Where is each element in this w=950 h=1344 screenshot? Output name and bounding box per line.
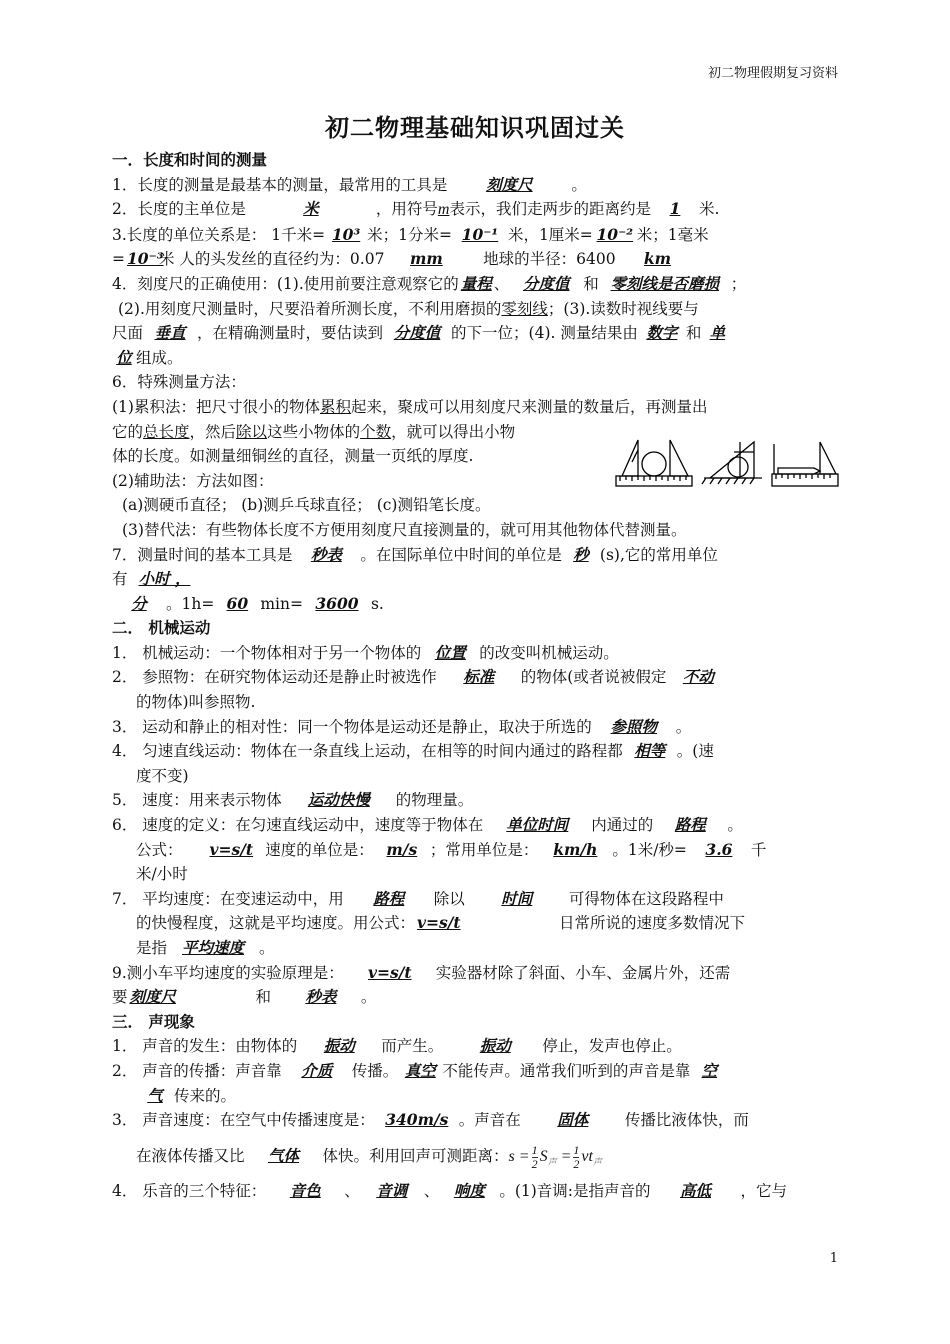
answer-blank: v=s/t	[209, 839, 254, 859]
paragraph: 1． 机械运动：一个物体相对于另一个物体的 位置 的改变叫机械运动。	[112, 641, 840, 666]
answer-blank: 气体	[268, 1145, 300, 1165]
answer-blank: 振动	[479, 1036, 511, 1056]
paragraph: 在液体传播又比 气体 体快。利用回声可测距离：s = $\frac{1}{2}$ $S_声$ = $\frac{1}{2}$ $vt_声$	[112, 1139, 840, 1173]
pencil-measurement-figure	[772, 442, 838, 486]
paragraph: 尺面 垂直 ，在精确测量时，要估读到 分度值 的下一位；(4). 测量结果由 数字 和 单	[112, 321, 840, 346]
answer-blank: v=s/t	[368, 962, 412, 982]
answer-blank: 340m/s	[385, 1110, 449, 1130]
paragraph: (a)测硬币直径； (b)测乒乓球直径； (c)测铅笔长度。	[122, 496, 491, 515]
paragraph: (3)替代法：有些物体长度不方便用刻度尺直接测量的，就可用其他物体代替测量。	[122, 520, 687, 539]
underlined-term: 累积	[319, 397, 351, 416]
answer-blank: 米	[303, 199, 319, 219]
paragraph: 位 组成。	[112, 346, 840, 371]
paragraph: 分 。1h= 60 min= 3600 s.	[112, 592, 840, 617]
paragraph: 9.测小车平均速度的实验原理是： v=s/t 实验器材除了斜面、小车、金属片外，还需	[112, 961, 840, 986]
coin-measurement-figure	[616, 440, 692, 486]
answer-blank: 气	[147, 1085, 163, 1105]
answer-blank: 3.6	[705, 839, 733, 859]
paragraph: 5． 速度：用来表示物体 运动快慢 的物理量。	[112, 788, 840, 813]
answer-blank: 分	[131, 593, 147, 613]
paragraph: 是指 平均速度 。	[112, 936, 840, 961]
paragraph: (2).用刻度尺测量时，尺要沿着所测长度，不利用磨损的零刻线；(3).读数时视线要与	[118, 299, 699, 318]
answer-blank: 时间	[501, 888, 533, 908]
answer-blank: 60	[226, 593, 249, 613]
answer-blank: 单	[709, 323, 726, 343]
answer-blank: 固体	[557, 1110, 589, 1130]
answer-blank: 秒表	[310, 544, 342, 564]
paragraph: 7．测量时间的基本工具是 秒表 。在国际单位中时间的单位是 秒 (s),它的常用单位	[112, 543, 840, 568]
header-note: 初二物理假期复习资料	[707, 66, 838, 81]
answer-blank: m	[437, 201, 450, 219]
answer-blank: 运动快慢	[307, 790, 370, 810]
paragraph: (1)累积法：把尺寸很小的物体累积起来，聚成可以用刻度尺来测量的数量后，再测量出	[112, 397, 708, 416]
answer-blank: 路程	[674, 815, 706, 835]
echo-formula: s = $\frac{1}{2}$ $S_声$ = $\frac{1}{2}$ $vt_声$	[508, 1142, 602, 1171]
answer-blank: 响度	[453, 1180, 485, 1200]
section-heading: 二． 机械运动	[112, 619, 211, 638]
answer-blank: 刻度尺	[129, 987, 177, 1007]
paragraph: 4． 匀速直线运动：物体在一条直线上运动，在相等的时间内通过的路程都 相等 。(速	[112, 739, 840, 764]
paragraph: 4．刻度尺的正确使用：(1).使用前要注意观察它的 量程 、 分度值 和 零刻线是否磨损 ；	[112, 272, 840, 297]
answer-blank: 介质	[301, 1060, 333, 1080]
answer-blank: 高低	[680, 1180, 712, 1200]
answer-blank: 秒表	[305, 987, 337, 1007]
answer-blank: 10⁻³	[127, 249, 164, 269]
answer-blank: 10⁻²	[596, 224, 634, 244]
paragraph: 有 小时 ，	[112, 567, 840, 592]
answer-blank: 垂直	[154, 323, 186, 343]
answer-blank: mm	[409, 249, 443, 269]
underlined-term: 零刻线	[501, 299, 548, 318]
answer-blank: 标准	[463, 667, 495, 687]
paragraph: 6． 速度的定义：在匀速直线运动中，速度等于物体在 单位时间 内通过的 路程 。	[112, 813, 840, 838]
answer-blank: 小时 ，	[138, 569, 191, 589]
answer-blank: 振动	[323, 1036, 355, 1056]
answer-blank: 1	[669, 199, 681, 219]
answer-blank: 音调	[376, 1180, 408, 1200]
page-title: 初二物理基础知识巩固过关	[325, 114, 625, 142]
paragraph: 2． 声音的传播：声音靠 介质 传播。 真空 不能传声。通常我们听到的声音是靠 空	[112, 1059, 840, 1084]
paragraph: = 10⁻³米 人的头发丝的直径约为：0.07 mm 地球的半径：6400 km	[112, 247, 840, 272]
paragraph: 度不变)	[136, 766, 189, 785]
paragraph: 7． 平均速度：在变速运动中，用 路程 除以 时间 可得物体在这段路程中	[112, 887, 840, 912]
answer-blank: 量程	[460, 273, 492, 293]
section-heading: 一．长度和时间的测量	[112, 151, 268, 169]
paragraph: 3． 运动和静止的相对性：同一个物体是运动还是静止，取决于所选的 参照物 。	[112, 715, 840, 740]
answer-blank: 位置	[434, 642, 466, 662]
underlined-term: 除以	[236, 422, 268, 441]
document-body	[112, 148, 840, 1203]
answer-blank: 分度值	[393, 323, 441, 343]
answer-blank: 平均速度	[182, 938, 245, 957]
answer-blank: 单位时间	[506, 815, 569, 835]
paragraph: 要 刻度尺 和 秒表 。	[112, 985, 840, 1010]
answer-blank: v=s/t	[417, 913, 461, 933]
answer-blank: 零刻线是否磨损	[610, 273, 720, 293]
paragraph: 气 传来的。	[112, 1084, 840, 1109]
answer-blank: 相等	[634, 741, 666, 761]
underlined-term: 个数	[360, 422, 392, 441]
answer-blank: 3600	[315, 593, 359, 613]
paragraph: 1． 声音的发生：由物体的 振动 而产生。 振动 停止，发声也停止。	[112, 1034, 840, 1059]
paragraph: 的快慢程度，这就是平均速度。用公式： v=s/t 日常所说的速度多数情况下	[112, 911, 840, 936]
answer-blank: 数字	[646, 323, 678, 343]
answer-blank: 刻度尺	[486, 174, 533, 194]
paragraph: 公式： v=s/t 速度的单位是： m/s ；常用单位是： km/h 。1米/秒= 3.6 千	[112, 838, 840, 863]
answer-blank: 音色	[289, 1180, 321, 1200]
answer-blank: 不动	[682, 667, 714, 687]
answer-blank: 真空	[404, 1060, 436, 1080]
measurement-figure	[614, 436, 840, 492]
paragraph: 3． 声音速度：在空气中传播速度是： 340m/s 。声音在 固体 传播比液体快，而	[112, 1108, 840, 1133]
page-number: 1	[829, 1251, 838, 1266]
paragraph: 3.长度的单位关系是： 1千米= 10³ 米；1分米= 10⁻¹ 米，1厘米= 10⁻² 米；1毫米	[112, 223, 840, 248]
section-heading: 三． 声现象	[112, 1012, 195, 1031]
answer-blank: km/h	[553, 839, 598, 859]
answer-blank: 秒	[573, 544, 589, 564]
paragraph: 6．特殊测量方法：	[112, 373, 246, 392]
paragraph: (2)辅助法：方法如图：	[112, 471, 274, 490]
ball-measurement-figure	[702, 442, 762, 484]
underlined-term: 总长度	[143, 422, 190, 441]
answer-blank: m/s	[386, 839, 418, 859]
paragraph: 4． 乐音的三个特征： 音色 、 音调 、 响度 。(1)音调:是指声音的 高低 ，它与	[112, 1179, 840, 1204]
paragraph: 它的总长度，然后除以这些小物体的个数，就可以得出小物	[112, 422, 516, 441]
answer-blank: 分度值	[523, 273, 570, 293]
paragraph: 体的长度。如测量细铜丝的直径，测量一页纸的厚度.	[112, 447, 474, 466]
answer-blank: 10⁻¹	[461, 224, 499, 244]
answer-blank: 路程	[373, 888, 405, 908]
paragraph: 2． 参照物：在研究物体运动还是静止时被选作 标准 的物体(或者说被假定 不动	[112, 665, 840, 690]
answer-blank: 参照物	[610, 716, 658, 736]
answer-blank: km	[643, 249, 672, 269]
answer-blank: 空	[701, 1060, 718, 1080]
answer-blank: 位	[116, 347, 132, 367]
answer-blank: 10³	[331, 224, 361, 244]
paragraph: 米/小时	[136, 865, 188, 884]
paragraph: 的物体)叫参照物.	[136, 693, 256, 712]
paragraph: 2．长度的主单位是 米 ，用符号m表示，我们走两步的距离约是 1 米.	[112, 197, 840, 223]
paragraph: 1．长度的测量是最基本的测量，最常用的工具是 刻度尺 。	[112, 173, 840, 198]
